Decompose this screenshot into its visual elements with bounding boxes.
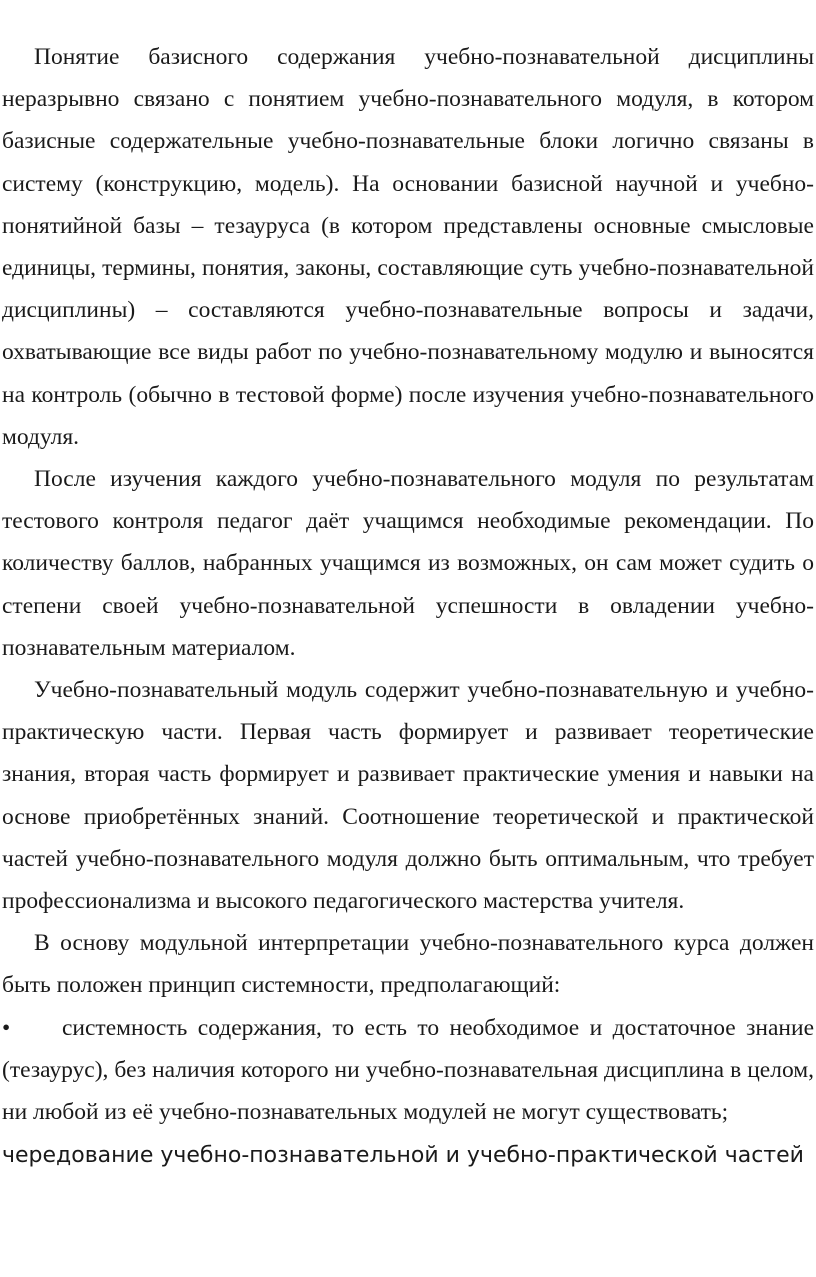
paragraph-test-control: После изучения каждого учебно-познавательного модуля по результатам тестового контроля педагог даёт учащимся необходимые рекомендации. По количеству баллов, набранных учащимся из возможных, он сам может судить о степени своей учебно-познавательной успешности в овладении учебно-познавательным материалом. (2, 466, 814, 661)
bullet-icon: • (2, 1014, 11, 1041)
paragraph-system-principle: В основу модульной интерпретации учебно-познавательного курса должен быть положен принцип системности, предполагающий: (2, 930, 814, 999)
bullet-item-system-content (2, 1007, 814, 1134)
paragraph-basic-content: Понятие базисного содержания учебно-познавательной дисциплины неразрывно связано с понятием учебно-познавательного модуля, в котором базисные содержательные учебно-познавательные блоки логично связаны в систему (конструкцию, модель). На основании базисной научной и учебно-понятийной базы – тезауруса (в котором представлены основные смысловые единицы, термины, понятия, законы, составляющие суть учебно-познавательной дисциплины) – составляются учебно-познавательные вопросы и задачи, охватывающие все виды работ по учебно-познавательному модулю и выносятся на контроль (обычно в тестовой форме) после изучения учебно-познавательного модуля. (2, 44, 814, 450)
bullet-item-alternation: чередование учебно-познавательной и учебно-практической частей (2, 1143, 804, 1169)
paragraph-module-parts: Учебно-познавательный модуль содержит учебно-познавательную и учебно-практическую части. Первая часть формирует и развивает теоретические знания, вторая часть формирует и развивает практические умения и навыки на основе приобретённых знаний. Соотношение теоретической и практической частей учебно-познавательного модуля должно быть оптимальным, что требует профессионализма и высокого педагогического мастерства учителя. (2, 677, 814, 915)
bullet-text: системность содержания, то есть то необходимое и достаточное знание (тезаурус), без наличия которого ни учебно-познавательная дисциплина в целом, ни любой из её учебно-познавательных модулей не могут существовать; (2, 1014, 814, 1126)
